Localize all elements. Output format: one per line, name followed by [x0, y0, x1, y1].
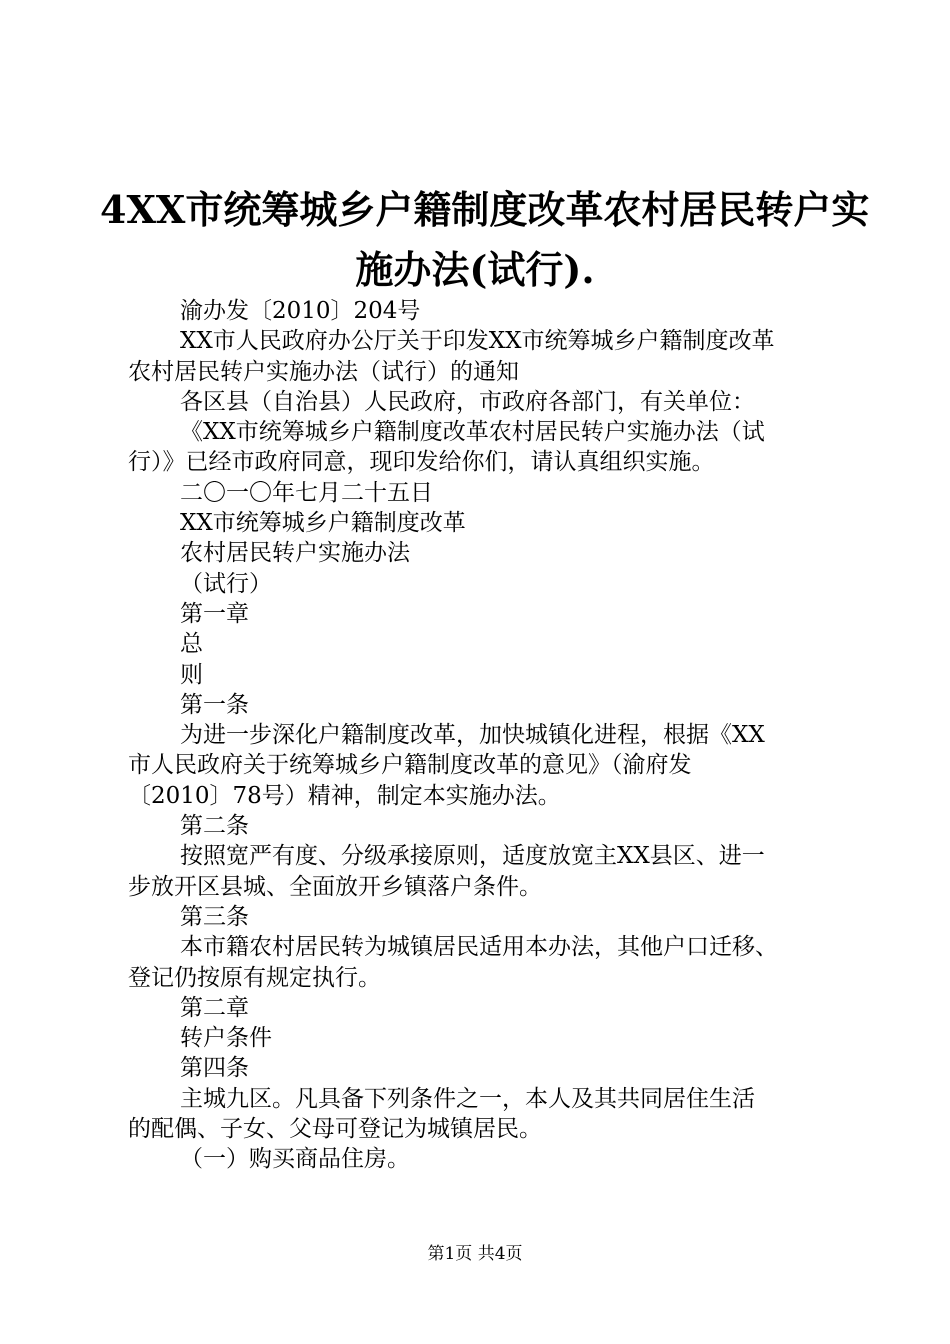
article-3-text-line-1: 本市籍农村居民转为城镇居民适用本办法，其他户口迁移、	[180, 934, 778, 961]
article-4-text-line-2: 的配偶、子女、父母可登记为城镇居民。	[128, 1116, 542, 1143]
article-4-text-line-1: 主城九区。凡具备下列条件之一，本人及其共同居住生活	[180, 1085, 755, 1112]
chapter-1-name-part-1: 总	[180, 631, 203, 658]
article-2-heading: 第二条	[180, 813, 249, 840]
measure-title-line-1: XX市统筹城乡户籍制度改革	[180, 510, 466, 537]
article-4-item-1: （一）购买商品住房。	[180, 1146, 410, 1173]
article-1-heading: 第一条	[180, 691, 249, 718]
article-1-text-line-2: 市人民政府关于统筹城乡户籍制度改革的意见》（渝府发	[128, 752, 692, 779]
article-2-text-line-1: 按照宽严有度、分级承接原则，适度放宽主XX县区、进一	[180, 843, 765, 870]
document-body	[128, 296, 838, 1175]
chapter-1-heading: 第一章	[180, 600, 249, 627]
measure-title-line-3: （试行）	[180, 570, 272, 597]
article-2-text-line-2: 步放开区县城、全面放开乡镇落户条件。	[128, 873, 542, 900]
recipients: 各区县（自治县）人民政府，市政府各部门，有关单位：	[180, 388, 755, 415]
chapter-1-name-part-2: 则	[180, 661, 203, 688]
article-3-heading: 第三条	[180, 903, 249, 930]
article-1-text-line-3: 〔2010〕78号）精神，制定本实施办法。	[128, 782, 561, 809]
document-title-line-2: 施办法(试行).	[355, 247, 595, 292]
measure-title-line-2: 农村居民转户实施办法	[180, 540, 410, 567]
notice-text-line-2: 行）》已经市政府同意，现印发给你们，请认真组织实施。	[128, 449, 715, 476]
issue-date: 二〇一〇年七月二十五日	[180, 479, 433, 506]
page-footer: 第1页 共4页	[427, 1244, 523, 1264]
article-1-text-line-1: 为进一步深化户籍制度改革，加快城镇化进程，根据《XX	[180, 722, 765, 749]
doc-number: 渝办发〔2010〕204号	[180, 298, 421, 324]
article-3-text-line-2: 登记仍按原有规定执行。	[128, 964, 381, 991]
article-4-heading: 第四条	[180, 1055, 249, 1082]
notice-title-line-1: XX市人民政府办公厅关于印发XX市统筹城乡户籍制度改革	[180, 328, 775, 355]
notice-text-line-1: 《XX市统筹城乡户籍制度改革农村居民转户实施办法（试	[180, 419, 765, 446]
chapter-2-name: 转户条件	[180, 1025, 272, 1052]
chapter-2-heading: 第二章	[180, 994, 249, 1021]
document-title-line-1: 4XX市统筹城乡户籍制度改革农村居民转户实	[100, 187, 870, 232]
notice-title-line-2: 农村居民转户实施办法（试行）的通知	[128, 358, 519, 385]
